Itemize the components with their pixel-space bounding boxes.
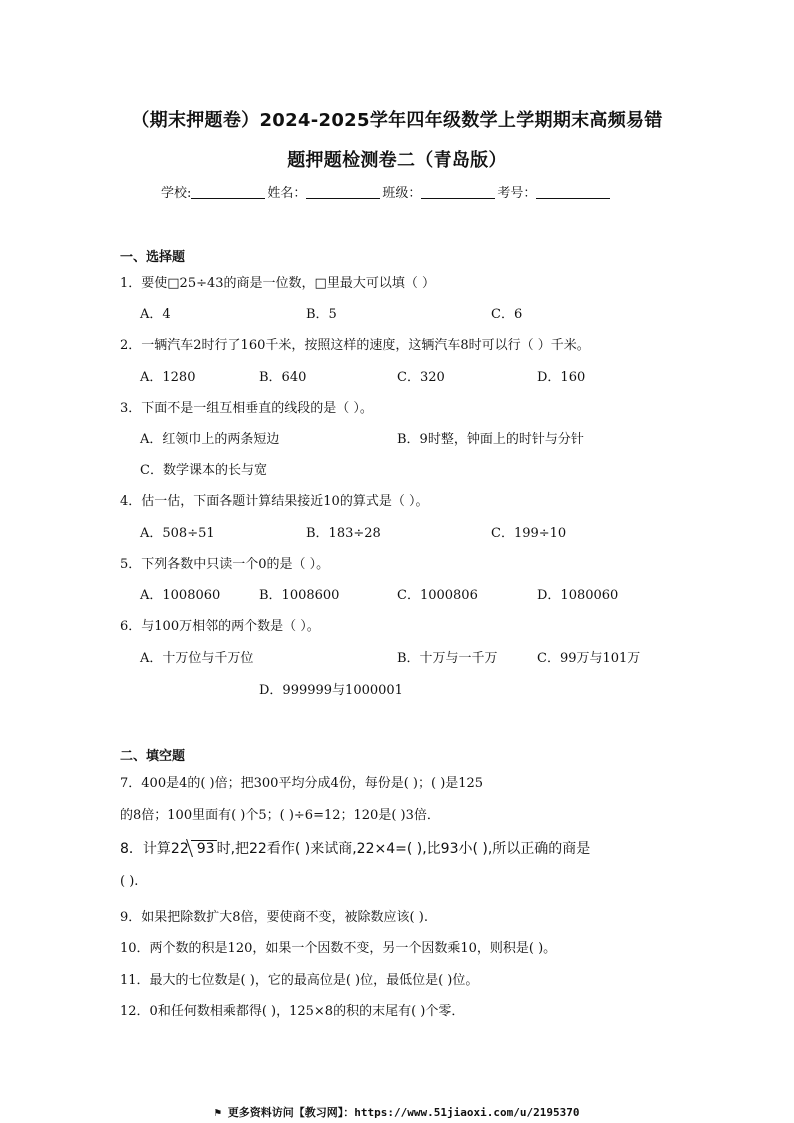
school-blank[interactable] — [191, 186, 265, 199]
question-1-option-c[interactable]: C．6 — [491, 307, 523, 322]
question-6-option-d[interactable]: D．999999与1000001 — [259, 683, 403, 698]
footer-text: 更多资料访问【教习网】：https://www.51jiaoxi.com/u/2195370 — [227, 1106, 580, 1119]
question-1-option-a[interactable]: A．4 — [140, 307, 171, 322]
question-2-option-c[interactable]: C．320 — [397, 370, 445, 385]
question-3-stem: 3．下面不是一组互相垂直的线段的是（ ）。 — [120, 401, 373, 416]
number-blank[interactable] — [536, 186, 610, 199]
class-blank[interactable] — [421, 186, 495, 199]
question-8-line-1 — [120, 838, 590, 858]
question-9: 9．如果把除数扩大8倍，要使商不变，被除数应该( ). — [120, 910, 428, 925]
question-2-stem: 2．一辆汽车2时行了160千米，按照这样的速度，这辆汽车8时可以行（ ）千米。 — [120, 338, 590, 353]
question-10: 10．两个数的积是120，如果一个因数不变，另一个因数乘10，则积是( )。 — [120, 941, 557, 956]
question-1-stem: 1．要使□25÷43的商是一位数，□里最大可以填（ ） — [120, 276, 435, 291]
question-2-option-a[interactable]: A．1280 — [140, 370, 196, 385]
question-12: 12．0和任何数相乘都得( )，125×8的积的末尾有( )个零． — [120, 1004, 465, 1019]
student-info-row — [161, 182, 612, 201]
question-8-prefix: 8．计算 — [120, 841, 171, 857]
question-8-dividend: 93 — [196, 841, 215, 857]
long-division-symbol — [191, 840, 217, 857]
question-11: 11．最大的七位数是( )，它的最高位是( )位，最低位是( )位。 — [120, 973, 479, 988]
question-5-option-b[interactable]: B．1008600 — [259, 588, 340, 603]
class-label: 班级： — [382, 186, 422, 201]
section-heading-fill: 二、填空题 — [120, 749, 186, 764]
question-4-stem: 4．估一估，下面各题计算结果接近10的算式是（ ）。 — [120, 494, 429, 509]
question-7-line-1: 7．400是4的( )倍；把300平均分成4份，每份是( )；( )是125 — [120, 776, 484, 791]
question-5-option-d[interactable]: D．1080060 — [537, 588, 619, 603]
question-5-option-c[interactable]: C．1000806 — [397, 588, 478, 603]
name-label: 姓名： — [267, 186, 307, 201]
question-4-option-c[interactable]: C．199÷10 — [491, 526, 567, 541]
question-5-stem: 5．下列各数中只读一个0的是（ ）。 — [120, 557, 330, 572]
question-8-suffix: 时,把22看作( )来试商,22×4=( ),比93小( ),所以正确的商是 — [216, 841, 591, 857]
question-8-divisor: 22 — [170, 841, 189, 857]
number-label: 考号： — [497, 186, 537, 201]
question-2-option-b[interactable]: B．640 — [259, 370, 307, 385]
question-6-stem: 6．与100万相邻的两个数是（ ）。 — [120, 619, 320, 634]
question-7-line-2: 的8倍；100里面有( )个5；( )÷6=12；120是( )3倍． — [120, 808, 440, 823]
exam-title-line-2: 题押题检测卷二（青岛版） — [287, 150, 507, 171]
question-1-option-b[interactable]: B．5 — [306, 307, 337, 322]
flag-icon: ⚑ — [214, 1106, 222, 1119]
question-4-option-b[interactable]: B．183÷28 — [306, 526, 381, 541]
question-3-option-c[interactable]: C．数学课本的长与宽 — [140, 463, 267, 478]
footer-link[interactable] — [0, 1104, 794, 1120]
question-6-option-a[interactable]: A．十万位与千万位 — [140, 651, 254, 666]
school-label: 学校: — [161, 186, 192, 201]
question-2-option-d[interactable]: D．160 — [537, 370, 586, 385]
question-6-option-c[interactable]: C．99万与101万 — [537, 651, 641, 666]
question-3-option-b[interactable]: B．9时整，钟面上的时针与分针 — [397, 432, 584, 447]
name-blank[interactable] — [306, 186, 380, 199]
section-heading-choice: 一、选择题 — [120, 250, 186, 265]
question-4-option-a[interactable]: A．508÷51 — [140, 526, 215, 541]
exam-title-line-1: （期末押题卷）2024-2025学年四年级数学上学期期末高频易错 — [131, 110, 663, 131]
question-5-option-a[interactable]: A．1008060 — [140, 588, 221, 603]
question-6-option-b[interactable]: B．十万与一千万 — [397, 651, 498, 666]
question-3-option-a[interactable]: A．红领巾上的两条短边 — [140, 432, 280, 447]
question-8-line-2: ( ). — [120, 874, 139, 889]
